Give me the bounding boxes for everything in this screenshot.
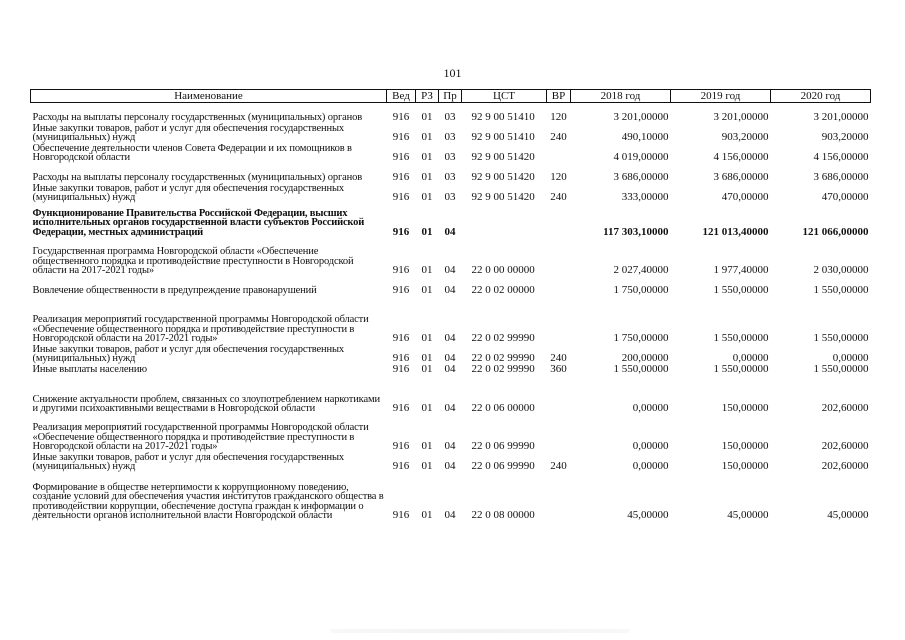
row-pr: 04 bbox=[444, 263, 456, 276]
row-value-2019: 470,00000 bbox=[721, 190, 769, 203]
row-value-2019: 1 550,00000 bbox=[713, 331, 769, 344]
column-header-vr: ВР bbox=[547, 90, 571, 103]
row-vr: 120 bbox=[550, 110, 567, 123]
row-ved: 916 bbox=[392, 170, 410, 183]
row-vr: 240 bbox=[550, 351, 567, 364]
row-value-2018: 1 750,00000 bbox=[613, 331, 669, 344]
row-value-2019: 150,00000 bbox=[721, 401, 769, 414]
row-vr: 240 bbox=[550, 130, 567, 143]
row-ved: 916 bbox=[392, 459, 410, 472]
row-vr bbox=[547, 296, 571, 344]
column-header-pr: Пр bbox=[439, 90, 462, 103]
row-name: Реализация мероприятий государственной программы Новгородской области «Обеспечение общественного порядка и противодействие преступности в Новгородской области на 2017-2021 годы» bbox=[32, 422, 369, 452]
row-value-2019: 121 013,40000 bbox=[702, 225, 769, 238]
row-value-2020: 202,60000 bbox=[821, 401, 869, 414]
row-cst: 22 0 02 00000 bbox=[471, 283, 535, 296]
row-value-2019: 4 156,00000 bbox=[713, 150, 769, 163]
row-pr: 03 bbox=[444, 150, 456, 163]
table-row bbox=[31, 203, 871, 238]
row-name: Иные закупки товаров, работ и услуг для обеспечения государственных (муниципальных) нужд bbox=[32, 122, 345, 143]
row-name: Иные выплаты населению bbox=[32, 364, 147, 375]
row-ved: 916 bbox=[392, 130, 410, 143]
row-ved: 916 bbox=[392, 110, 410, 123]
row-value-2018: 45,00000 bbox=[627, 508, 669, 521]
table-row bbox=[31, 103, 871, 123]
row-rz: 01 bbox=[421, 401, 433, 414]
table-row bbox=[31, 364, 871, 375]
table-row bbox=[31, 276, 871, 296]
row-rz: 01 bbox=[421, 508, 433, 521]
row-name: Вовлечение общественности в предупреждение правонарушений bbox=[32, 285, 317, 296]
row-value-2018: 3 201,00000 bbox=[613, 110, 669, 123]
row-value-2020: 1 550,00000 bbox=[813, 331, 869, 344]
row-vr: 240 bbox=[550, 459, 567, 472]
row-ved: 916 bbox=[392, 263, 410, 276]
row-cst: 22 0 02 99990 bbox=[471, 362, 535, 375]
row-pr: 04 bbox=[444, 508, 456, 521]
row-name: Реализация мероприятий государственной программы Новгородской области «Обеспечение общественного порядка и противодействие преступности в Новгородской области на 2017-2021 годы» bbox=[32, 314, 369, 344]
page-number: 101 bbox=[443, 66, 462, 80]
row-vr bbox=[547, 276, 571, 296]
row-ved: 916 bbox=[392, 331, 410, 344]
table-row bbox=[31, 414, 871, 452]
row-vr bbox=[547, 143, 571, 163]
row-vr: 240 bbox=[550, 190, 567, 203]
row-name: Государственная программа Новгородской области «Обеспечение общественного порядка и противодействие преступности в Новгородской области на 2017-2021 годы» bbox=[32, 246, 354, 276]
row-value-2019: 3 686,00000 bbox=[713, 170, 769, 183]
column-header-name: Наименование bbox=[31, 90, 387, 103]
column-header-2019: 2019 год bbox=[671, 90, 771, 103]
row-rz: 01 bbox=[421, 130, 433, 143]
row-value-2019: 45,00000 bbox=[727, 508, 769, 521]
row-value-2019: 903,20000 bbox=[721, 130, 769, 143]
row-vr bbox=[547, 414, 571, 452]
row-name: Иные закупки товаров, работ и услуг для обеспечения государственных (муниципальных) нужд bbox=[32, 451, 345, 472]
row-value-2018: 200,00000 bbox=[621, 351, 669, 364]
table-row bbox=[31, 375, 871, 414]
table-row bbox=[31, 452, 871, 472]
scan-artifact bbox=[330, 629, 630, 633]
row-pr: 03 bbox=[444, 110, 456, 123]
row-rz: 01 bbox=[421, 331, 433, 344]
row-cst: 92 9 00 51420 bbox=[471, 170, 535, 183]
row-rz: 01 bbox=[421, 170, 433, 183]
row-pr: 03 bbox=[444, 190, 456, 203]
row-vr: 120 bbox=[550, 170, 567, 183]
row-value-2020: 3 201,00000 bbox=[813, 110, 869, 123]
row-ved: 916 bbox=[392, 508, 410, 521]
row-value-2020: 3 686,00000 bbox=[813, 170, 869, 183]
row-value-2018: 1 750,00000 bbox=[613, 283, 669, 296]
row-value-2019: 150,00000 bbox=[721, 439, 769, 452]
row-cst: 22 0 06 00000 bbox=[471, 401, 535, 414]
row-ved: 916 bbox=[392, 190, 410, 203]
row-cst: 22 0 00 00000 bbox=[471, 263, 535, 276]
row-ved: 916 bbox=[392, 401, 410, 414]
row-name: Расходы на выплаты персоналу государственных (муниципальных) органов bbox=[32, 112, 363, 123]
row-value-2020: 202,60000 bbox=[821, 439, 869, 452]
table-row bbox=[31, 472, 871, 521]
budget-table bbox=[30, 89, 871, 521]
row-value-2020: 202,60000 bbox=[821, 459, 869, 472]
row-pr: 04 bbox=[444, 225, 456, 238]
table-row bbox=[31, 123, 871, 143]
table-row bbox=[31, 163, 871, 183]
row-cst: 92 9 00 51410 bbox=[471, 130, 535, 143]
row-vr bbox=[547, 375, 571, 414]
row-cst: 92 9 00 51420 bbox=[471, 150, 535, 163]
row-value-2019: 150,00000 bbox=[721, 459, 769, 472]
row-name: Иные закупки товаров, работ и услуг для обеспечения государственных (муниципальных) нужд bbox=[32, 343, 345, 364]
row-value-2018: 117 303,10000 bbox=[603, 225, 669, 238]
row-name: Формирование в обществе нетерпимости к коррупционному поведению, создание условий для обеспечения участия институтов гражданского общества в противодействии коррупции, обеспечение доступа граждан к информации о деятельности органов исполнительной власти Новгородской области bbox=[32, 481, 384, 521]
row-cst: 22 0 02 99990 bbox=[471, 331, 535, 344]
row-rz: 01 bbox=[421, 362, 433, 375]
row-name: Снижение актуальности проблем, связанных со злоупотреблением наркотиками и другими психоактивными веществами в Новгородской области bbox=[32, 393, 380, 414]
row-value-2018: 4 019,00000 bbox=[613, 150, 669, 163]
row-value-2018: 333,00000 bbox=[621, 190, 669, 203]
row-value-2019: 1 977,40000 bbox=[713, 263, 769, 276]
row-ved: 916 bbox=[392, 225, 410, 238]
row-value-2020: 2 030,00000 bbox=[813, 263, 869, 276]
column-header-2018: 2018 год bbox=[571, 90, 671, 103]
row-ved: 916 bbox=[392, 351, 410, 364]
row-value-2020: 1 550,00000 bbox=[813, 283, 869, 296]
row-value-2018: 1 550,00000 bbox=[613, 362, 669, 375]
row-value-2020: 0,00000 bbox=[832, 351, 869, 364]
row-value-2020: 4 156,00000 bbox=[813, 150, 869, 163]
row-pr: 04 bbox=[444, 331, 456, 344]
row-pr: 04 bbox=[444, 439, 456, 452]
row-value-2019: 3 201,00000 bbox=[713, 110, 769, 123]
row-value-2019: 1 550,00000 bbox=[713, 283, 769, 296]
row-cst: 22 0 08 00000 bbox=[471, 508, 535, 521]
row-value-2020: 903,20000 bbox=[821, 130, 869, 143]
table-row bbox=[31, 238, 871, 276]
row-cst: 22 0 02 99990 bbox=[471, 351, 535, 364]
row-name: Расходы на выплаты персоналу государственных (муниципальных) органов bbox=[32, 172, 363, 183]
row-rz: 01 bbox=[421, 225, 433, 238]
row-vr: 360 bbox=[550, 362, 567, 375]
row-value-2020: 45,00000 bbox=[827, 508, 869, 521]
row-value-2019: 0,00000 bbox=[732, 351, 769, 364]
row-vr bbox=[547, 472, 571, 521]
row-cst bbox=[462, 203, 547, 238]
row-ved: 916 bbox=[392, 283, 410, 296]
row-cst: 92 9 00 51410 bbox=[471, 110, 535, 123]
table-row bbox=[31, 296, 871, 344]
row-pr: 04 bbox=[444, 459, 456, 472]
row-value-2020: 1 550,00000 bbox=[813, 362, 869, 375]
row-ved: 916 bbox=[392, 439, 410, 452]
row-pr: 03 bbox=[444, 170, 456, 183]
row-rz: 01 bbox=[421, 351, 433, 364]
row-pr: 04 bbox=[444, 351, 456, 364]
row-value-2020: 470,00000 bbox=[821, 190, 869, 203]
row-cst: 22 0 06 99990 bbox=[471, 459, 535, 472]
row-pr: 04 bbox=[444, 362, 456, 375]
row-name: Иные закупки товаров, работ и услуг для обеспечения государственных (муниципальных) нужд bbox=[32, 182, 345, 203]
row-value-2018: 0,00000 bbox=[632, 401, 669, 414]
column-header-2020: 2020 год bbox=[771, 90, 871, 103]
row-name: Обеспечение деятельности членов Совета Федерации и их помощников в Новгородской области bbox=[32, 142, 352, 163]
row-value-2019: 1 550,00000 bbox=[713, 362, 769, 375]
row-rz: 01 bbox=[421, 263, 433, 276]
row-rz: 01 bbox=[421, 190, 433, 203]
row-name: Функционирование Правительства Российской Федерации, высших исполнительных органов государственной власти субъектов Российской Федерации, местных администраций bbox=[32, 207, 365, 238]
row-pr: 04 bbox=[444, 401, 456, 414]
table-row bbox=[31, 344, 871, 364]
row-rz: 01 bbox=[421, 283, 433, 296]
column-header-cst: ЦСТ bbox=[462, 90, 547, 103]
row-rz: 01 bbox=[421, 150, 433, 163]
row-ved: 916 bbox=[392, 362, 410, 375]
column-header-ved: Вед bbox=[387, 90, 416, 103]
row-value-2020: 121 066,00000 bbox=[802, 225, 869, 238]
row-vr bbox=[547, 203, 571, 238]
row-rz: 01 bbox=[421, 459, 433, 472]
row-rz: 01 bbox=[421, 439, 433, 452]
column-header-rz: РЗ bbox=[416, 90, 439, 103]
row-cst: 92 9 00 51420 bbox=[471, 190, 535, 203]
row-value-2018: 490,10000 bbox=[621, 130, 669, 143]
row-cst: 22 0 06 99990 bbox=[471, 439, 535, 452]
row-value-2018: 3 686,00000 bbox=[613, 170, 669, 183]
table-row bbox=[31, 143, 871, 163]
row-pr: 03 bbox=[444, 130, 456, 143]
table-row bbox=[31, 183, 871, 203]
table-header bbox=[31, 90, 871, 103]
row-vr bbox=[547, 238, 571, 276]
row-rz: 01 bbox=[421, 110, 433, 123]
row-pr: 04 bbox=[444, 283, 456, 296]
table-body bbox=[31, 103, 871, 521]
row-value-2018: 2 027,40000 bbox=[613, 263, 669, 276]
row-value-2018: 0,00000 bbox=[632, 459, 669, 472]
row-ved: 916 bbox=[392, 150, 410, 163]
row-value-2018: 0,00000 bbox=[632, 439, 669, 452]
